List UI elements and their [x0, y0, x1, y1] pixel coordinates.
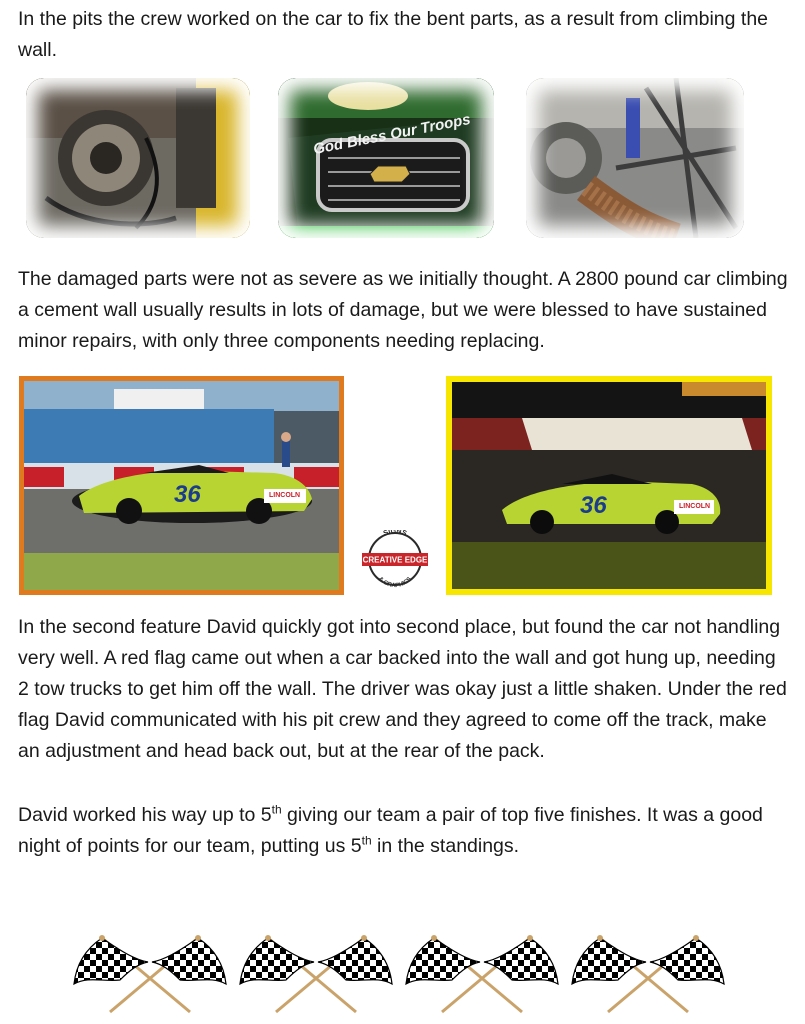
- car-photo-night: [446, 376, 772, 595]
- car-number-day: 36: [174, 481, 201, 508]
- second-feature-paragraph: In the second feature David quickly got into second place, but found the car not handling very well. A red flag came out when a car backed into the wall and got hung up, needing 2 tow trucks to get him off the wall. The driver was okay just a little shaken. Under the red flag David communicated with his pit crew and they agreed to come off the track, make an adjustment and head back out, but at the rear of the pack.: [18, 616, 787, 762]
- ordinal-suffix: th: [361, 833, 372, 848]
- car-sponsor-night: LINCOLN: [679, 503, 711, 510]
- results-text-b: giving our team a pair of top five finishes. It was a good night of points for our team, putting us 5: [18, 804, 763, 857]
- checkered-flags-icon: [72, 930, 228, 1014]
- ordinal-suffix: th: [271, 802, 282, 817]
- car-number-night: 36: [580, 492, 607, 519]
- svg-text:CREATIVE EDGE: CREATIVE EDGE: [362, 555, 428, 565]
- damage-paragraph: The damaged parts were not as severe as we initially thought. A 2800 pound car climbing a cement wall usually results in lots of damage, but we were blessed to have sustained minor repairs, with only three components needing replacing.: [18, 268, 788, 352]
- results-paragraph: [18, 800, 788, 862]
- suspension-photo: [526, 78, 744, 238]
- results-text-c: in the standings.: [371, 835, 520, 857]
- damaged-grille-photo: [278, 78, 494, 238]
- car-photo-day: [19, 376, 344, 595]
- checkered-flags-icon: [570, 930, 726, 1014]
- svg-text:SIGNS: SIGNS: [382, 530, 408, 538]
- svg-text:& GRAPHICS: & GRAPHICS: [376, 576, 414, 588]
- intro-paragraph: In the pits the crew worked on the car to fix the bent parts, as a result from climbing the wall.: [18, 8, 769, 61]
- results-text-a: David worked his way up to 5: [18, 804, 272, 826]
- checkered-flags-icon: [404, 930, 560, 1014]
- checkered-flags-icon: [238, 930, 394, 1014]
- creative-edge-logo: [362, 530, 428, 588]
- car-sponsor-day: LINCOLN: [269, 492, 301, 499]
- brake-rotor-photo: [26, 78, 250, 238]
- grille-decal-text: God Bless Our Troops: [311, 110, 472, 159]
